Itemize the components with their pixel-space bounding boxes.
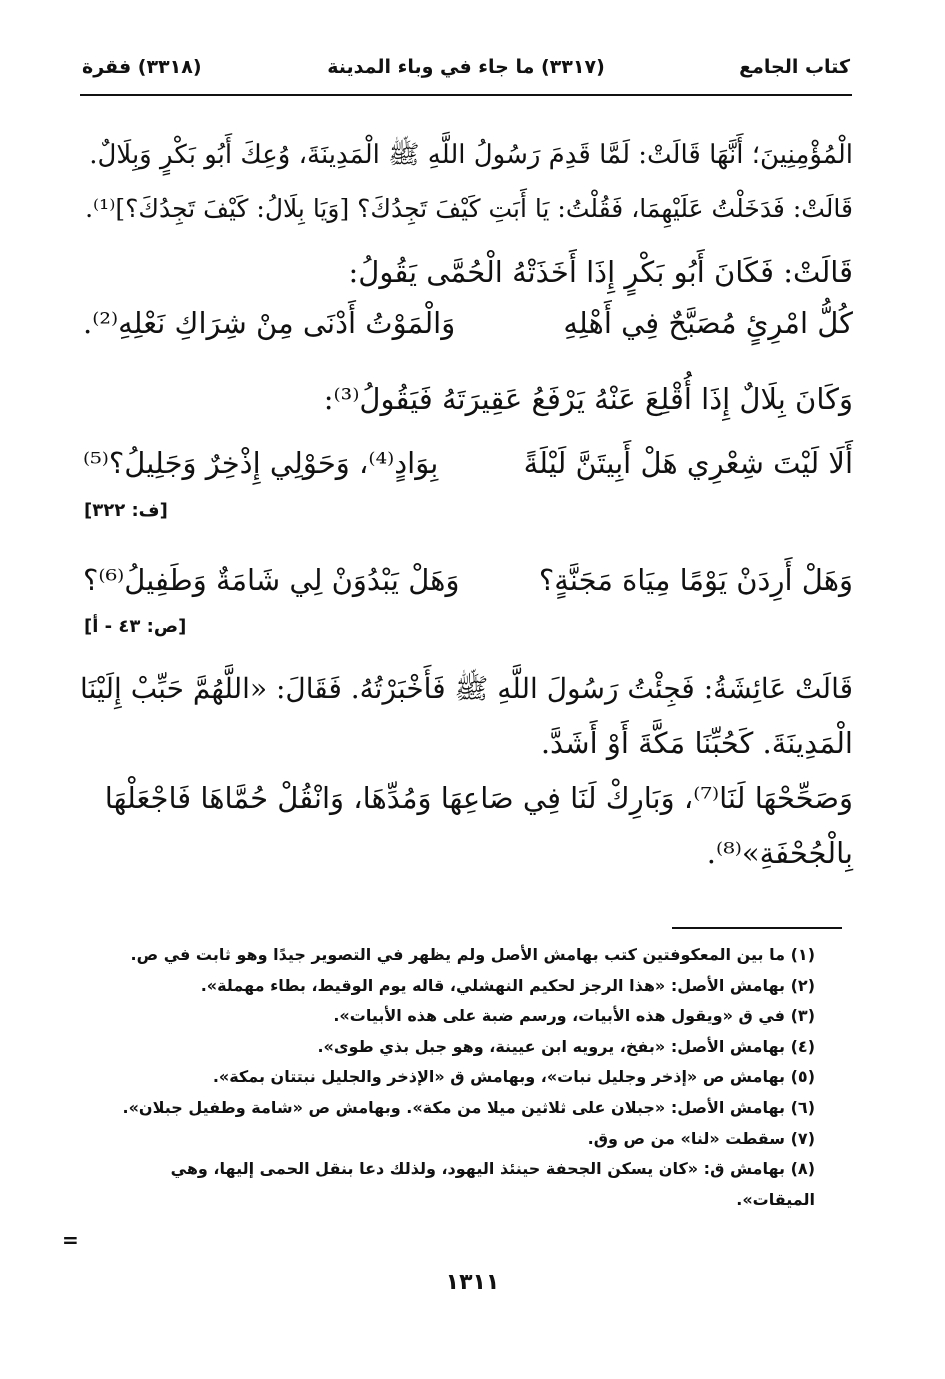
verse-hemistich-second: وَهَلْ يَبْدُوَنْ لِي شَامَةٌ وَطَفِيلُ⁽⁶⁾؟ <box>83 563 460 597</box>
footnote: (٣) في ق «ويقول هذه الأبيات، ورسم ضبة على هذه الأبيات». <box>333 1006 815 1026</box>
verse-line <box>83 296 853 350</box>
verse-hemistich-first: أَلَا لَيْتَ شِعْرِي هَلْ أَبِيتَنَّ لَيْلَةً <box>523 446 853 480</box>
footnotes <box>95 940 815 1215</box>
footnote-rule <box>672 927 842 929</box>
verse-line <box>83 553 853 607</box>
running-header <box>82 56 850 84</box>
text-line: قَالَتْ: فَدَخَلْتُ عَلَيْهِمَا، فَقُلْتُ: يَا أَبَتِ كَيْفَ تَجِدُكَ؟ [وَيَا بِلَالُ: كَيْفَ تَجِدُكَ؟]⁽¹⁾. <box>85 194 853 223</box>
footnote: (٤) بهامش الأصل: «بفخ، يرويه ابن عيينة، وهو جبل بذي طوى». <box>317 1036 815 1056</box>
verse-hemistich-first: وَهَلْ أَرِدَنْ يَوْمًا مِيَاهَ مَجَنَّةٍ؟ <box>538 563 853 597</box>
reference-mark: [ف: ٣٢٢] <box>84 500 168 521</box>
text-line: بِالْجُحْفَةِ»⁽⁸⁾. <box>706 836 853 870</box>
text-line: قَالَتْ عَائِشَةُ: فَجِئْتُ رَسُولَ اللَّهِ ﷺ فَأَخْبَرْتُهُ. فَقَالَ: «اللَّهُمَّ حَبِّبْ إِلَيْنَا <box>80 672 853 705</box>
header-rule <box>80 94 852 96</box>
text-line: قَالَتْ: فَكَانَ أَبُو بَكْرٍ إِذَا أَخَذَتْهُ الْحُمَّى يَقُولُ: <box>348 255 853 289</box>
verse-hemistich-first: كُلُّ امْرِئٍ مُصَبَّحٌ فِي أَهْلِهِ <box>563 306 853 340</box>
text-line: وَكَانَ بِلَالٌ إِذَا أُقْلِعَ عَنْهُ يَرْفَعُ عَقِيرَتَهُ فَيَقُولُ⁽³⁾: <box>323 382 853 416</box>
page-number: ١٣١١ <box>445 1270 500 1295</box>
verse-hemistich-second: وَالْمَوْتُ أَدْنَى مِنْ شِرَاكِ نَعْلِهِ⁽²⁾. <box>83 306 456 340</box>
book-title: كتاب الجامع <box>739 56 850 78</box>
footnote: (٥) بهامش ص «إذخر وجليل نبات»، وبهامش ق «الإذخر والجليل نبتتان بمكة». <box>212 1067 815 1087</box>
continuation-marker: = <box>62 1228 79 1252</box>
reference-mark: [ص: ٤٣ - أ] <box>84 616 187 637</box>
footnote: (١) ما بين المعكوفتين كتب بهامش الأصل ولم يظهر في التصوير جيدًا وهو ثابت في ص. <box>130 945 815 964</box>
footnote: (٧) سقطت «لنا» من ص وق. <box>587 1128 815 1148</box>
footnote: (٨) بهامش ق: «كان يسكن الجحفة حينئذ اليهود، ولذلك دعا بنقل الحمى إليها، وهي الميقات». <box>170 1159 815 1209</box>
footnote: (٦) بهامش الأصل: «جبلان على ثلاثين ميلا من مكة». وبهامش ص «شامة وطفيل جبلان». <box>122 1097 815 1117</box>
verse-line <box>83 436 853 490</box>
verse-hemistich-second: بِوَادٍ⁽⁴⁾، وَحَوْلِي إِذْخِرٌ وَجَلِيلُ؟⁽⁵⁾ <box>83 446 439 480</box>
paragraph-number: (٣٣١٨) فقرة <box>82 56 202 78</box>
chapter-title: (٣٣١٧) ما جاء في وباء المدينة <box>327 56 605 78</box>
text-line: الْمُؤْمِنِينَ؛ أَنَّهَا قَالَتْ: لَمَّا قَدِمَ رَسُولُ اللَّهِ ﷺ الْمَدِينَةَ، وُعِكَ أَبُو بَكْرٍ وَبِلَالٌ. <box>89 140 853 170</box>
text-line: الْمَدِينَةَ. كَحُبِّنَا مَكَّةَ أَوْ أَشَدَّ. <box>540 726 853 760</box>
text-line: وَصَحِّحْهَا لَنَا⁽⁷⁾، وَبَارِكْ لَنَا فِي صَاعِهَا وَمُدِّهَا، وَانْقُلْ حُمَّاهَا فَاجْعَلْهَا <box>104 781 853 815</box>
footnote: (٢) بهامش الأصل: «هذا الرجز لحكيم النهشلي، قاله يوم الوقيط، بطاء مهملة». <box>200 975 815 995</box>
